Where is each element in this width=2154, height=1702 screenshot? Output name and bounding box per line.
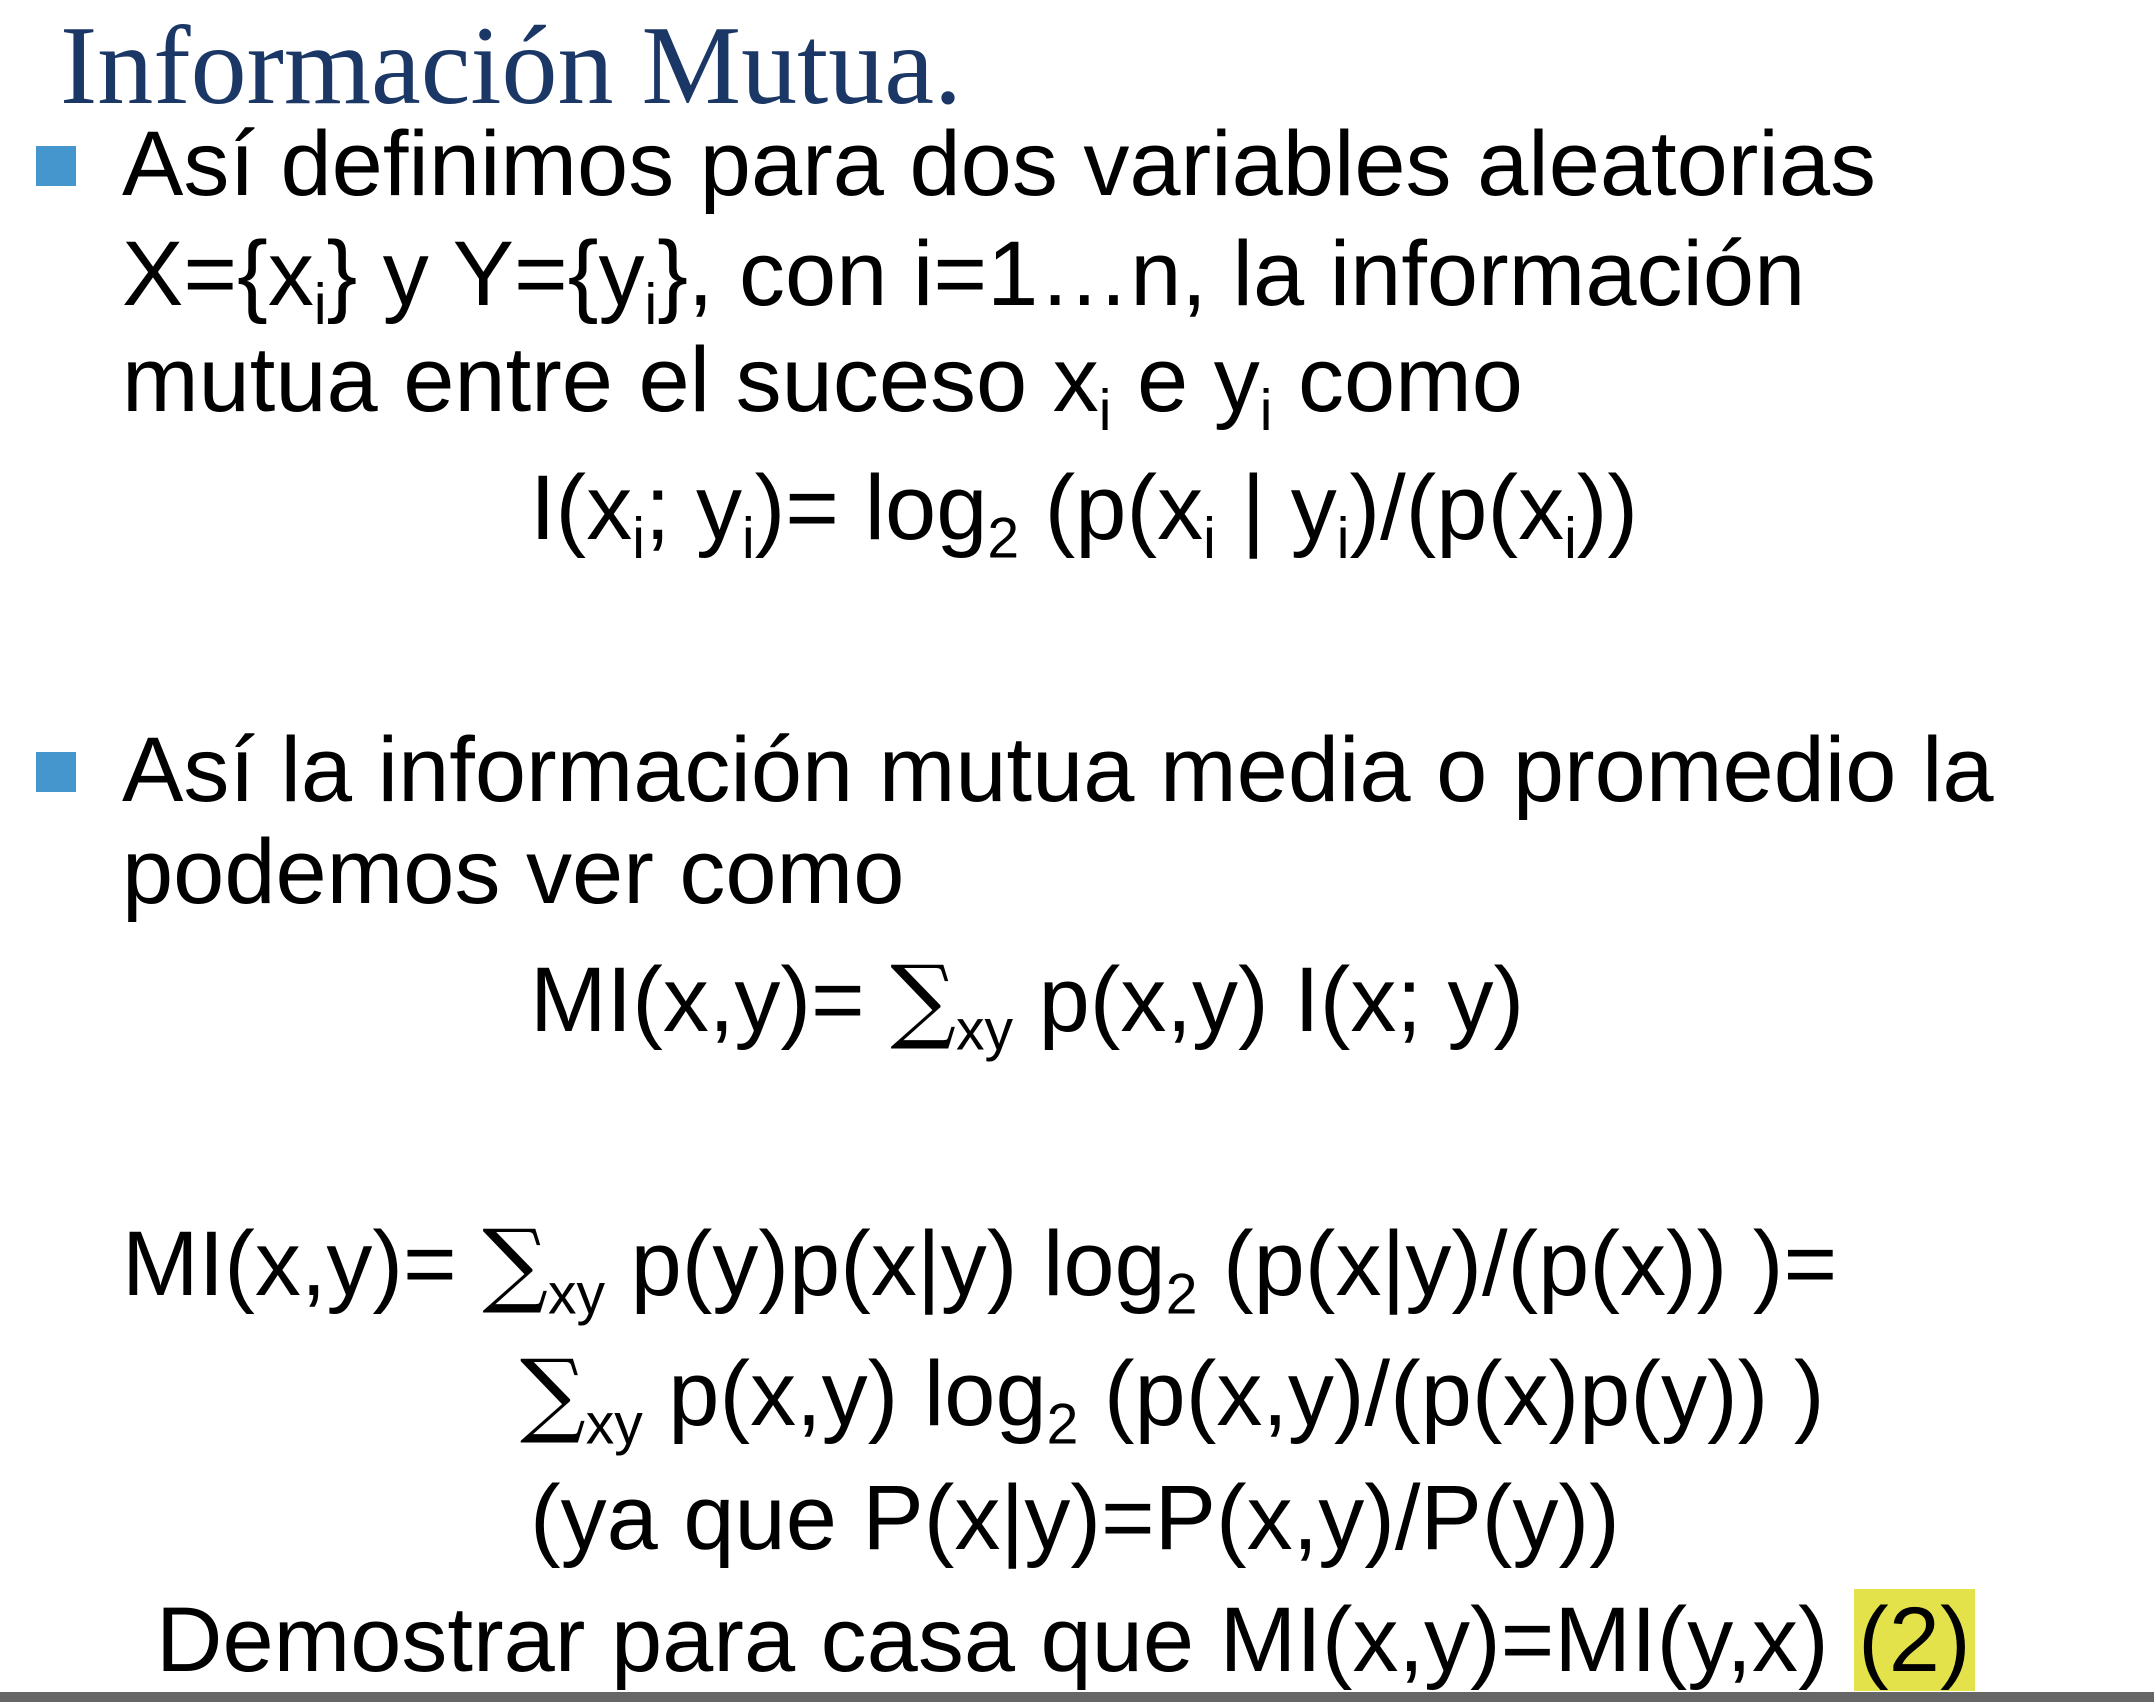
text-segment: p(y)p(x|y) log bbox=[605, 1213, 1166, 1315]
bottom-rule bbox=[0, 1692, 2154, 1702]
mutual-information-formula bbox=[530, 457, 1639, 571]
text-segment: )/(p(x bbox=[1349, 457, 1565, 559]
text-segment: (p(x|y)/(p(x)) )= bbox=[1197, 1213, 1838, 1315]
text-segment: p(x,y) I(x; y) bbox=[1013, 949, 1525, 1051]
bullet-square-icon bbox=[36, 752, 76, 792]
text-segment: p(x,y) log bbox=[642, 1343, 1047, 1445]
subscript: xy bbox=[548, 1262, 606, 1327]
subscript: i bbox=[1259, 378, 1273, 443]
text-segment: mutua entre el suceso x bbox=[122, 329, 1099, 431]
derivation-line3: (ya que P(x|y)=P(x,y)/P(y)) bbox=[530, 1467, 1620, 1569]
subscript: 2 bbox=[1165, 1262, 1198, 1327]
bullet1-line1: Así definimos para dos variables aleatorias bbox=[122, 113, 1877, 215]
text-segment: | y bbox=[1215, 457, 1337, 559]
bullet-square-icon bbox=[36, 146, 76, 186]
text-segment: )) bbox=[1576, 457, 1639, 559]
subscript: 2 bbox=[987, 506, 1020, 571]
text-segment: (p(x,y)/(p(x)p(y)) ) bbox=[1078, 1343, 1825, 1445]
sigma-symbol: ∑ bbox=[520, 1340, 586, 1447]
text-segment: Demostrar para casa que MI(x,y)=MI(y,x) bbox=[156, 1589, 1855, 1691]
subscript: i bbox=[632, 506, 645, 571]
slide-title: Información Mutua. bbox=[60, 4, 962, 128]
subscript: i bbox=[313, 272, 327, 337]
text-segment: e y bbox=[1111, 329, 1260, 431]
subscript: i bbox=[742, 506, 755, 571]
bullet1-line3 bbox=[122, 329, 1523, 443]
subscript: i bbox=[1336, 506, 1350, 571]
sigma-symbol: ∑ bbox=[482, 1210, 549, 1317]
bullet2-line2: podemos ver como bbox=[122, 821, 905, 923]
subscript: 2 bbox=[1046, 1392, 1079, 1457]
subscript: i bbox=[644, 272, 658, 337]
subscript: i bbox=[1098, 378, 1112, 443]
text-segment: (p(x bbox=[1019, 457, 1204, 559]
average-mutual-information-formula bbox=[530, 946, 1525, 1063]
text-segment: I(x bbox=[530, 457, 633, 559]
subscript: i bbox=[1564, 506, 1577, 571]
sigma-symbol: ∑ bbox=[890, 946, 957, 1053]
text-segment: ; y bbox=[644, 457, 742, 559]
derivation-line1 bbox=[122, 1210, 1838, 1327]
text-segment: como bbox=[1272, 329, 1523, 431]
text-segment: )= log bbox=[754, 457, 988, 559]
highlighted-number: (2) bbox=[1854, 1589, 1974, 1691]
bullet2-line1: Así la información mutua media o promedio la bbox=[122, 719, 1994, 821]
text-segment: } y Y={y bbox=[326, 223, 645, 325]
subscript: xy bbox=[585, 1392, 643, 1457]
text-segment: MI(x,y)= bbox=[530, 949, 891, 1051]
subscript: xy bbox=[956, 998, 1014, 1063]
bullet1-line2 bbox=[122, 223, 1806, 337]
homework-line bbox=[156, 1589, 1975, 1691]
text-segment: }, con i=1…n, la información bbox=[657, 223, 1806, 325]
text-segment: X={x bbox=[122, 223, 314, 325]
subscript: i bbox=[1203, 506, 1216, 571]
text-segment: MI(x,y)= bbox=[122, 1213, 483, 1315]
derivation-line2 bbox=[520, 1340, 1825, 1457]
